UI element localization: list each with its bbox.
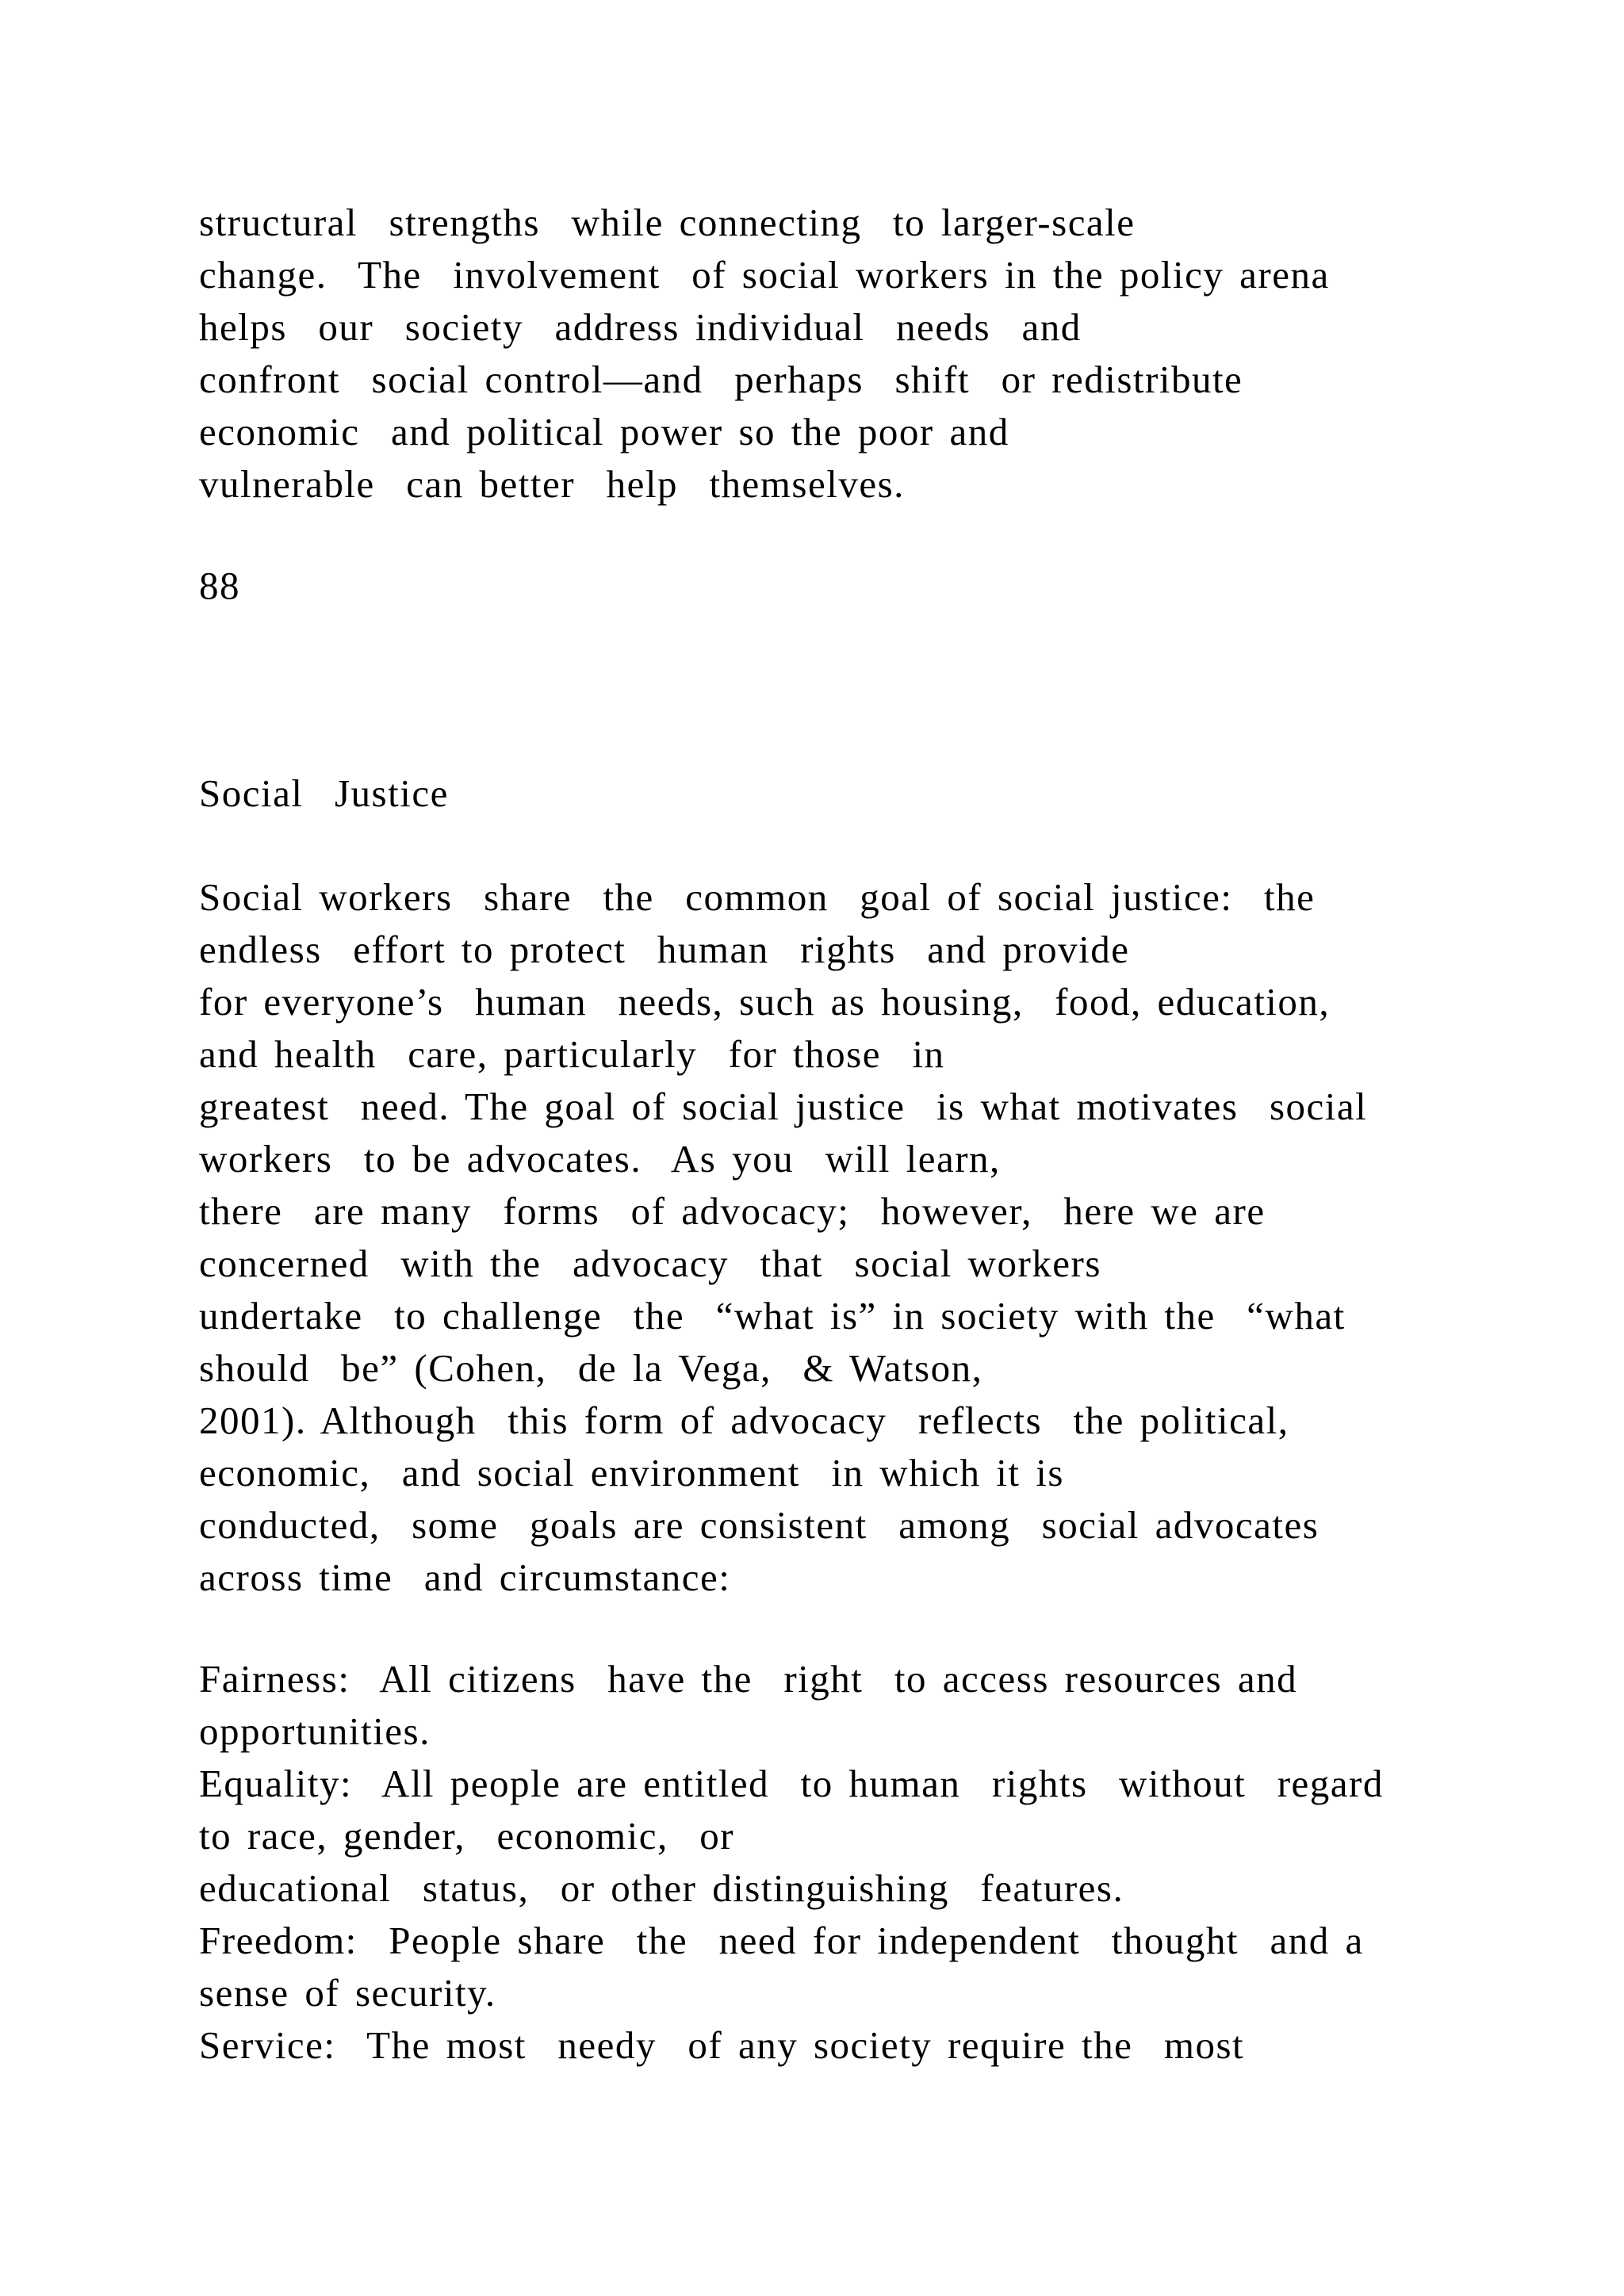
- text-line: undertake to challenge the “what is” in society with the “what: [199, 1294, 1346, 1337]
- text-line: endless effort to protect human rights and provide: [199, 928, 1130, 971]
- text-line: Social workers share the common goal of social justice: the: [199, 875, 1316, 919]
- page-number: [199, 560, 1618, 612]
- text-line: Fairness: All citizens have the right to access resources and: [199, 1657, 1298, 1701]
- text-line: Service: The most needy of any society require the most: [199, 2023, 1245, 2067]
- text-line: workers to be advocates. As you will learn,: [199, 1137, 1001, 1181]
- text-line: helps our society address individual needs and: [199, 305, 1082, 349]
- text-line: vulnerable can better help themselves.: [199, 462, 905, 506]
- text-line: greatest need. The goal of social justice is what motivates social: [199, 1085, 1368, 1128]
- text-line: should be” (Cohen, de la Vega, & Watson,: [199, 1346, 983, 1390]
- text-line: 2001). Although this form of advocacy reflects the political,: [199, 1399, 1289, 1442]
- text-line: confront social control—and perhaps shift or redistribute: [199, 358, 1243, 401]
- text-line: Freedom: People share the need for independent thought and a: [199, 1919, 1364, 1962]
- text-line: economic, and social environment in which it is: [199, 1451, 1064, 1494]
- body-paragraph: [199, 871, 1618, 1604]
- text-line: to race, gender, economic, or: [199, 1814, 735, 1858]
- text-line: economic and political power so the poor and: [199, 410, 1009, 453]
- text-line: across time and circumstance:: [199, 1556, 731, 1599]
- page-number-text: 88: [199, 564, 240, 607]
- text-line: Equality: All people are entitled to human rights without regard: [199, 1762, 1384, 1805]
- section-heading-text: Social Justice: [199, 771, 449, 815]
- section-heading: [199, 767, 1618, 820]
- text-line: and health care, particularly for those in: [199, 1032, 945, 1076]
- text-line: educational status, or other distinguishing features.: [199, 1866, 1124, 1910]
- goals-list: [199, 1653, 1618, 2072]
- text-line: there are many forms of advocacy; however, here we are: [199, 1189, 1266, 1233]
- text-line: conducted, some goals are consistent among social advocates: [199, 1503, 1320, 1547]
- text-line: for everyone’s human needs, such as housing, food, education,: [199, 980, 1331, 1024]
- text-line: structural strengths while connecting to larger-scale: [199, 201, 1136, 244]
- text-line: opportunities.: [199, 1709, 431, 1753]
- text-line: change. The involvement of social workers in the policy arena: [199, 253, 1330, 297]
- text-line: sense of security.: [199, 1971, 496, 2015]
- text-line: concerned with the advocacy that social workers: [199, 1242, 1101, 1285]
- intro-paragraph: [199, 197, 1618, 511]
